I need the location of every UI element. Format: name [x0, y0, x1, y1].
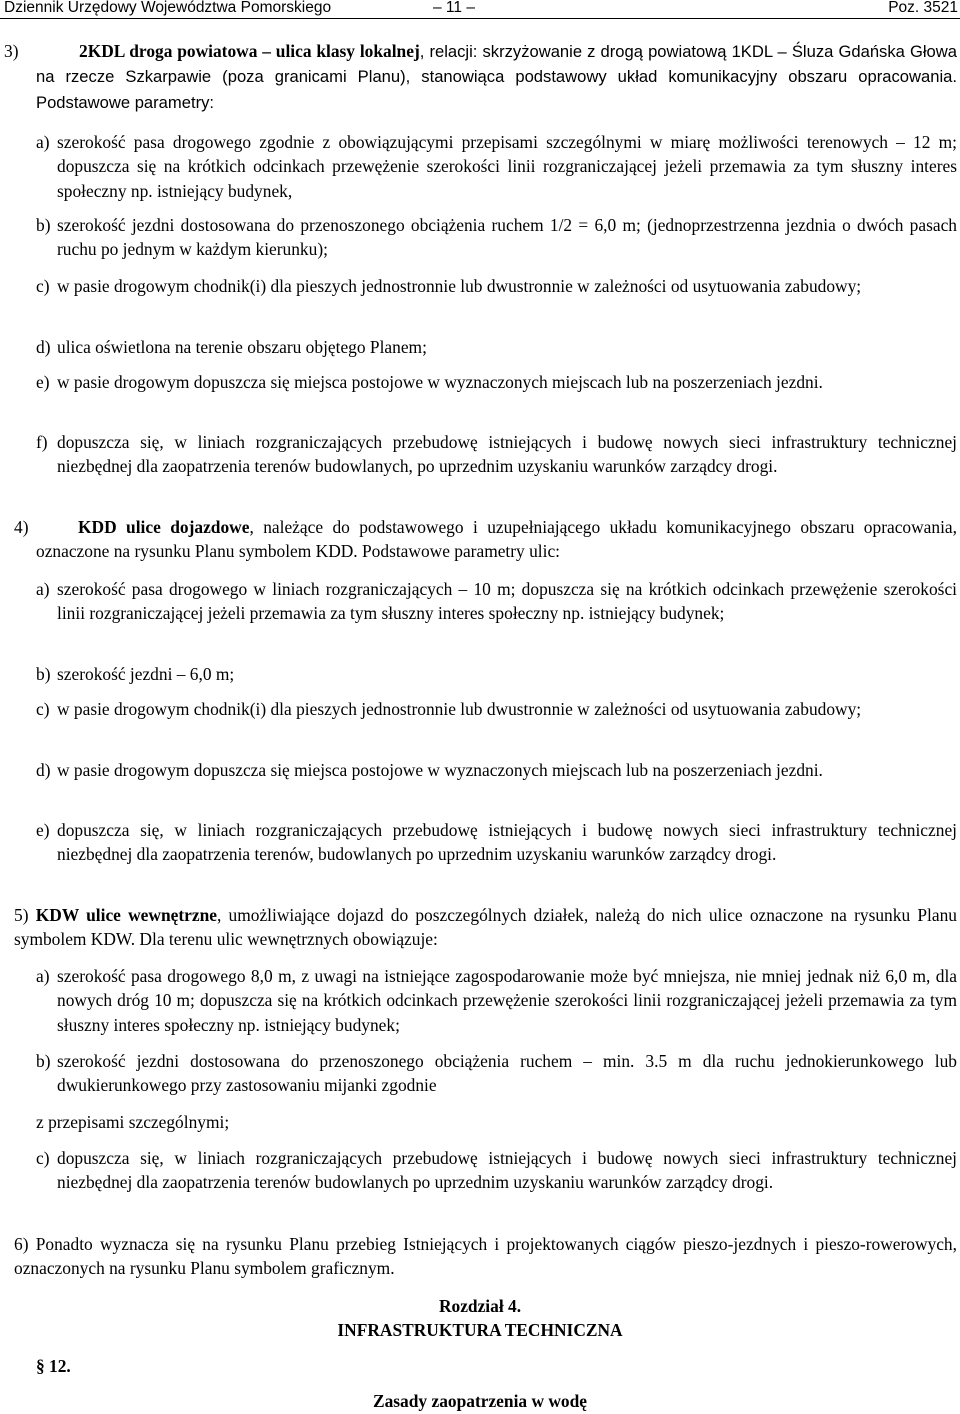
section-5-item-b: [36, 1049, 957, 1098]
item-text: dopuszcza się, w liniach rozgraniczających przebudowę istniejących i budowę nowych sieci infrastruktury technicznej niezbędnej dla zaopatrzenia terenów budowlanych, po uprzednim uzyskaniu warunków zarządcy drogi.: [57, 432, 957, 477]
section-5-item-b-continuation: [36, 1110, 957, 1134]
item-label: f): [36, 432, 48, 452]
section-4: [14, 515, 957, 564]
section-4-item-d: [36, 758, 957, 782]
section-3-text: , relacji: skrzyżowanie z drogą powiatową 1KDL – Śluza Gdańska Głowa na rzecze Szkarpawie (poza granicami Planu), stanowiąca podstawowy układ komunikacyjny obszaru opracowania.: [36, 42, 957, 87]
section-4-item-c: [36, 697, 957, 721]
section-3-item-d: [36, 335, 957, 359]
item-text: szerokość jezdni dostosowana do przenoszonego obciążenia ruchem 1/2 = 6,0 m; (jednoprzestrzenna jezdnia o dwóch pasach ruchu po jednym w każdym kierunku);: [57, 215, 957, 260]
item-text: w pasie drogowym dopuszcza się miejsca postojowe w wyznaczonych miejscach lub na poszerzeniach jezdni.: [57, 760, 823, 780]
section-6-number: 6): [14, 1234, 29, 1254]
item-label: b): [36, 1051, 51, 1071]
item-label: c): [36, 1148, 50, 1168]
item-text: szerokość pasa drogowego zgodnie z obowiązującymi przepisami szczególnymi w miarę możliwości terenowych – 12 m; dopuszcza się na krótkich odcinkach przewężenie szerokości linii rozgraniczającej jeżeli przemawia za tym słuszny interes społeczny np.: [57, 132, 957, 201]
item-text: w pasie drogowym dopuszcza się miejsca postojowe w wyznaczonych miejscach lub na poszerzeniach jezdni.: [57, 372, 823, 392]
item-text: z przepisami szczególnymi;: [36, 1112, 230, 1132]
section-6-text: Ponadto wyznacza się na rysunku Planu przebieg Istniejących i projektowanych ciągów pieszo-jezdnych i pieszo-rowerowych, oznaczonych na rysunku Planu symbolem graficznym.: [14, 1234, 957, 1279]
item-label: a): [36, 132, 50, 152]
section-4-item-a: [36, 577, 957, 626]
section-5-heading: KDW ulice wewnętrzne: [35, 905, 217, 925]
item-label: c): [36, 699, 50, 719]
section-5-item-c: [36, 1146, 957, 1195]
section-3-item-c: [36, 274, 957, 298]
item-text-tail: istniejący budynek,: [152, 180, 293, 201]
section-3-item-e: [36, 370, 957, 394]
section-3-item-f: [36, 430, 957, 479]
section-4-heading: KDD ulice dojazdowe: [78, 517, 250, 537]
item-text: szerokość pasa drogowego 8,0 m, z uwagi na istniejące zagospodarowanie może być mniejsza, nie mniej jednak niż 6,0 m, dla nowych dróg 10 m; dopuszcza się na krótkich odcinkach przewężenie szerokości linii rozgraniczającej jeżeli przemawia za tym słuszny interes społeczny np. istniejący budynek;: [57, 966, 957, 1035]
section-5: [14, 903, 957, 952]
item-label: a): [36, 966, 50, 986]
item-label: e): [36, 820, 50, 840]
section-5-item-a: [36, 964, 957, 1037]
item-label: b): [36, 664, 51, 684]
section-3: [4, 39, 957, 115]
item-text: ulica oświetlona na terenie obszaru objętego Planem;: [57, 337, 427, 357]
section-4-number: 4): [14, 517, 29, 537]
section-4-text: , należące do podstawowego i uzupełniającego układu komunikacyjnego obszaru opracowania, oznaczone na rysunku Planu symbolem KDD. Podstawowe parametry ulic:: [36, 517, 957, 562]
paragraph-label: § 12.: [36, 1356, 71, 1376]
journal-name: Dziennik Urzędowy Województwa Pomorskiego: [4, 0, 332, 16]
item-text: w pasie drogowym chodnik(i) dla pieszych jednostronnie lub dwustronnie w zależności od usytuowania zabudowy;: [57, 699, 862, 719]
paragraph-title: Zasady zaopatrzenia w wodę: [373, 1391, 587, 1411]
section-6: [14, 1232, 957, 1281]
item-label: a): [36, 579, 50, 599]
section-3-item-b: [36, 213, 957, 262]
item-text: szerokość jezdni – 6,0 m;: [57, 664, 235, 684]
chapter-subtitle: INFRASTRUKTURA TECHNICZNA: [337, 1320, 623, 1340]
item-label: d): [36, 760, 51, 780]
item-text: w pasie drogowym chodnik(i) dla pieszych jednostronnie lub dwustronnie w zależności od usytuowania zabudowy;: [57, 276, 862, 296]
item-label: e): [36, 372, 50, 392]
section-5-number: 5): [14, 905, 29, 925]
page-header: [0, 0, 960, 18]
item-label: c): [36, 276, 50, 296]
item-text: szerokość pasa drogowego w liniach rozgraniczających – 10 m; dopuszcza się na krótkich odcinkach przewężenie szerokości linii rozgraniczającej jeżeli przemawia za tym słuszny interes społeczny np. istniejący budynek;: [57, 579, 957, 624]
section-3-item-a: [36, 130, 957, 203]
item-text: szerokość jezdni dostosowana do przenoszonego obciążenia ruchem – min. 3.5 m dla ruchu jednokierunkowego lub dwukierunkowego przy zastosowaniu mijanki zgodnie: [57, 1051, 957, 1096]
position-number: Poz. 3521: [888, 0, 958, 16]
chapter-title: Rozdział 4.: [438, 1296, 522, 1316]
item-label: b): [36, 215, 51, 235]
section-3-number: 3): [4, 41, 19, 61]
section-4-item-e: [36, 818, 957, 867]
section-3-heading: 2KDL droga powiatowa – ulica klasy lokalnej: [79, 41, 420, 61]
section-3-params: Podstawowe parametry:: [36, 92, 215, 112]
item-text: dopuszcza się, w liniach rozgraniczających przebudowę istniejących i budowę nowych sieci infrastruktury technicznej niezbędnej dla zaopatrzenia terenów, budowlanych po uprzednim uzyskaniu warunków zarządcy drogi.: [57, 820, 957, 865]
page-number: – 11 –: [433, 0, 475, 16]
section-4-item-b: [36, 662, 957, 686]
section-5-text: , umożliwiające dojazd do poszczególnych działek, należą do nich ulice oznaczone na rysunku Planu symbolem KDW. Dla terenu ulic wewnętrznych obowiązuje:: [14, 905, 957, 950]
header-divider: [0, 18, 960, 19]
item-label: d): [36, 337, 51, 357]
item-text: dopuszcza się, w liniach rozgraniczających przebudowę istniejących i budowę nowych sieci infrastruktury technicznej niezbędnej dla zaopatrzenia terenów budowlanych po uprzednim uzyskaniu warunków zarządcy drogi.: [57, 1148, 957, 1193]
